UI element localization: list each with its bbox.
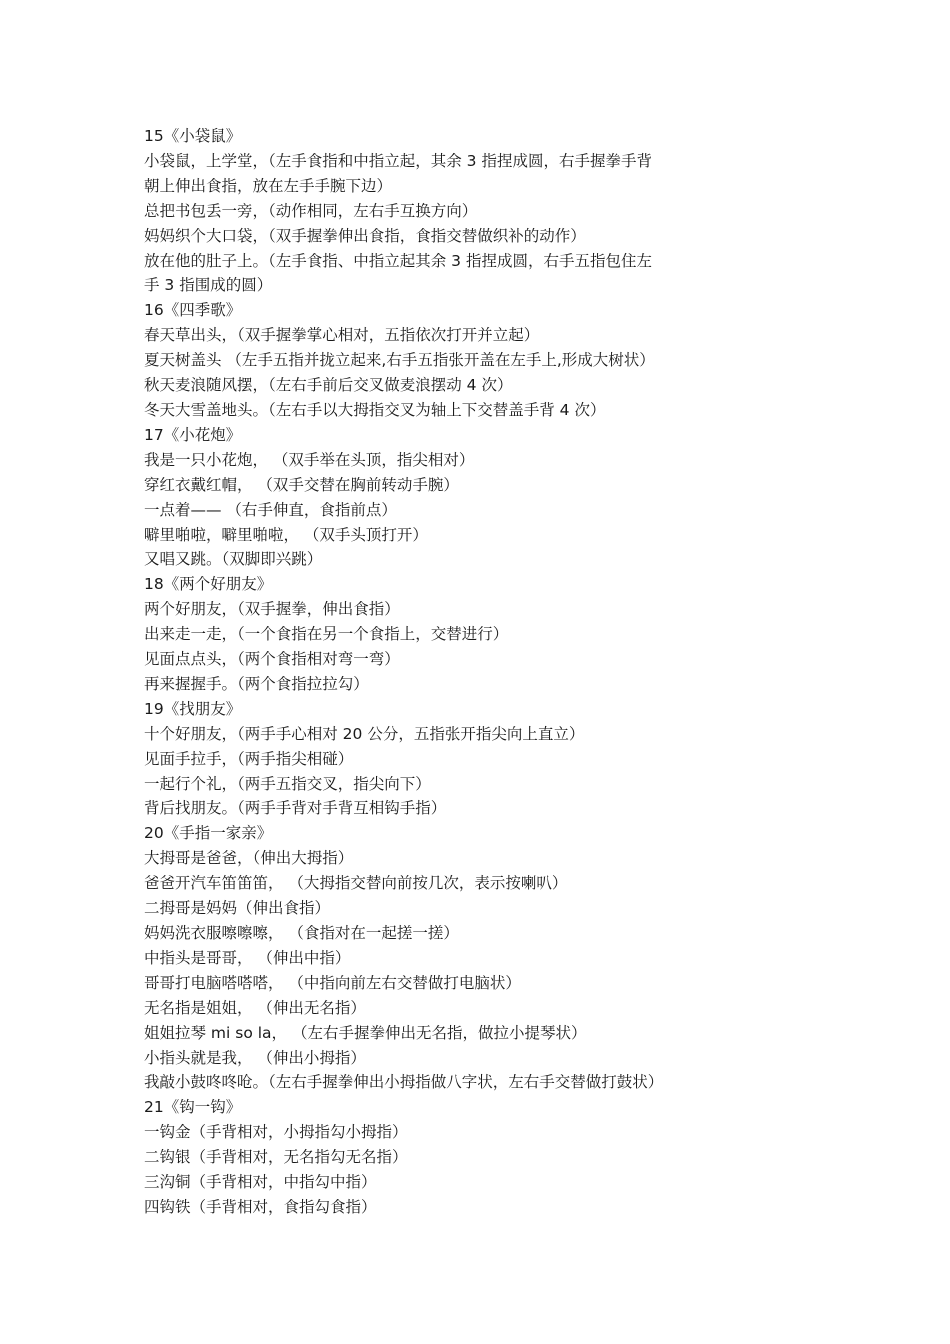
text-line: 大拇哥是爸爸，（伸出大拇指） bbox=[144, 849, 354, 868]
text-line: 再来握握手。（两个食指拉拉勾） bbox=[144, 674, 369, 693]
text-line: 妈妈洗衣服嚓嚓嚓， （食指对在一起搓一搓） bbox=[144, 924, 459, 942]
section-title-17: 17《小花炮》 bbox=[144, 425, 242, 444]
text-line: 两个好朋友，（双手握拳，伸出食指） bbox=[144, 600, 400, 619]
text-line: 见面手拉手，（两手指尖相碰） bbox=[144, 749, 354, 768]
section-title-16: 16《四季歌》 bbox=[144, 301, 242, 320]
text-line: 手 3 指围成的圆） bbox=[144, 276, 273, 295]
text-line: 冬天大雪盖地头。（左右手以大拇指交叉为轴上下交替盖手背 4 次） bbox=[144, 400, 606, 419]
text-line: 小袋鼠，上学堂，（左手食指和中指立起，其余 3 指捏成圆，右手握拳手背 bbox=[144, 151, 652, 170]
text-line: 噼里啪啦，噼里啪啦， （双手头顶打开） bbox=[144, 525, 428, 544]
section-title-18: 18《两个好朋友》 bbox=[144, 575, 273, 594]
text-line: 姐姐拉琴 mi so la， （左右手握拳伸出无名指，做拉小提琴状） bbox=[144, 1023, 587, 1042]
text-line: 十个好朋友，（两手手心相对 20 公分，五指张开指尖向上直立） bbox=[144, 724, 585, 743]
text-line: 又唱又跳。（双脚即兴跳） bbox=[144, 550, 323, 569]
text-line: 放在他的肚子上。（左手食指、中指立起其余 3 指捏成圆，右手五指包住左 bbox=[144, 251, 652, 270]
text-line: 一起行个礼，（两手五指交叉，指尖向下） bbox=[144, 774, 431, 793]
section-title-20: 20《手指一家亲》 bbox=[144, 824, 273, 843]
text-line: 朝上伸出食指，放在左手手腕下边） bbox=[144, 176, 393, 195]
section-title-21: 21《钩一钩》 bbox=[144, 1098, 242, 1117]
text-line: 三沟铜（手背相对，中指勾中指） bbox=[144, 1173, 377, 1192]
text-line: 一点着—— （右手伸直，食指前点） bbox=[144, 500, 397, 519]
text-line: 小指头就是我， （伸出小拇指） bbox=[144, 1048, 366, 1067]
text-line: 哥哥打电脑嗒嗒嗒， （中指向前左右交替做打电脑状） bbox=[144, 973, 521, 992]
text-line: 爸爸开汽车笛笛笛， （大拇指交替向前按几次，表示按喇叭） bbox=[144, 874, 568, 893]
text-line: 穿红衣戴红帽， （双手交替在胸前转动手腕） bbox=[144, 475, 459, 494]
text-line: 一钩金（手背相对，小拇指勾小拇指） bbox=[144, 1123, 408, 1142]
text-line: 无名指是姐姐， （伸出无名指） bbox=[144, 998, 366, 1017]
text-line: 二钩银（手背相对，无名指勾无名指） bbox=[144, 1148, 408, 1167]
text-line: 秋天麦浪随风摆，（左右手前后交叉做麦浪摆动 4 次） bbox=[144, 376, 513, 395]
text-line: 我敲小鼓咚咚呛。（左右手握拳伸出小拇指做八字状，左右手交替做打鼓状） bbox=[144, 1073, 664, 1092]
text-line: 四钩铁（手背相对，食指勾食指） bbox=[144, 1197, 377, 1216]
text-line: 二拇哥是妈妈（伸出食指） bbox=[144, 899, 331, 918]
text-line: 出来走一走，（一个食指在另一个食指上，交替进行） bbox=[144, 625, 509, 644]
text-line: 中指头是哥哥， （伸出中指） bbox=[144, 948, 351, 967]
text-line: 夏天树盖头 （左手五指并拢立起来,右手五指张开盖在左手上,形成大树状） bbox=[144, 351, 655, 370]
section-title-15: 15《小袋鼠》 bbox=[144, 127, 242, 145]
text-line: 妈妈织个大口袋，（双手握拳伸出食指，食指交替做织补的动作） bbox=[144, 226, 586, 245]
text-line: 我是一只小花炮， （双手举在头顶，指尖相对） bbox=[144, 450, 475, 469]
text-line: 总把书包丢一旁，（动作相同，左右手互换方向） bbox=[144, 201, 478, 220]
text-line: 见面点点头，（两个食指相对弯一弯） bbox=[144, 650, 400, 669]
section-title-19: 19《找朋友》 bbox=[144, 699, 242, 718]
document-body bbox=[144, 124, 844, 1220]
text-line: 春天草出头，（双手握拳掌心相对，五指依次打开并立起） bbox=[144, 326, 540, 345]
text-line: 背后找朋友。（两手手背对手背互相钩手指） bbox=[144, 799, 447, 818]
